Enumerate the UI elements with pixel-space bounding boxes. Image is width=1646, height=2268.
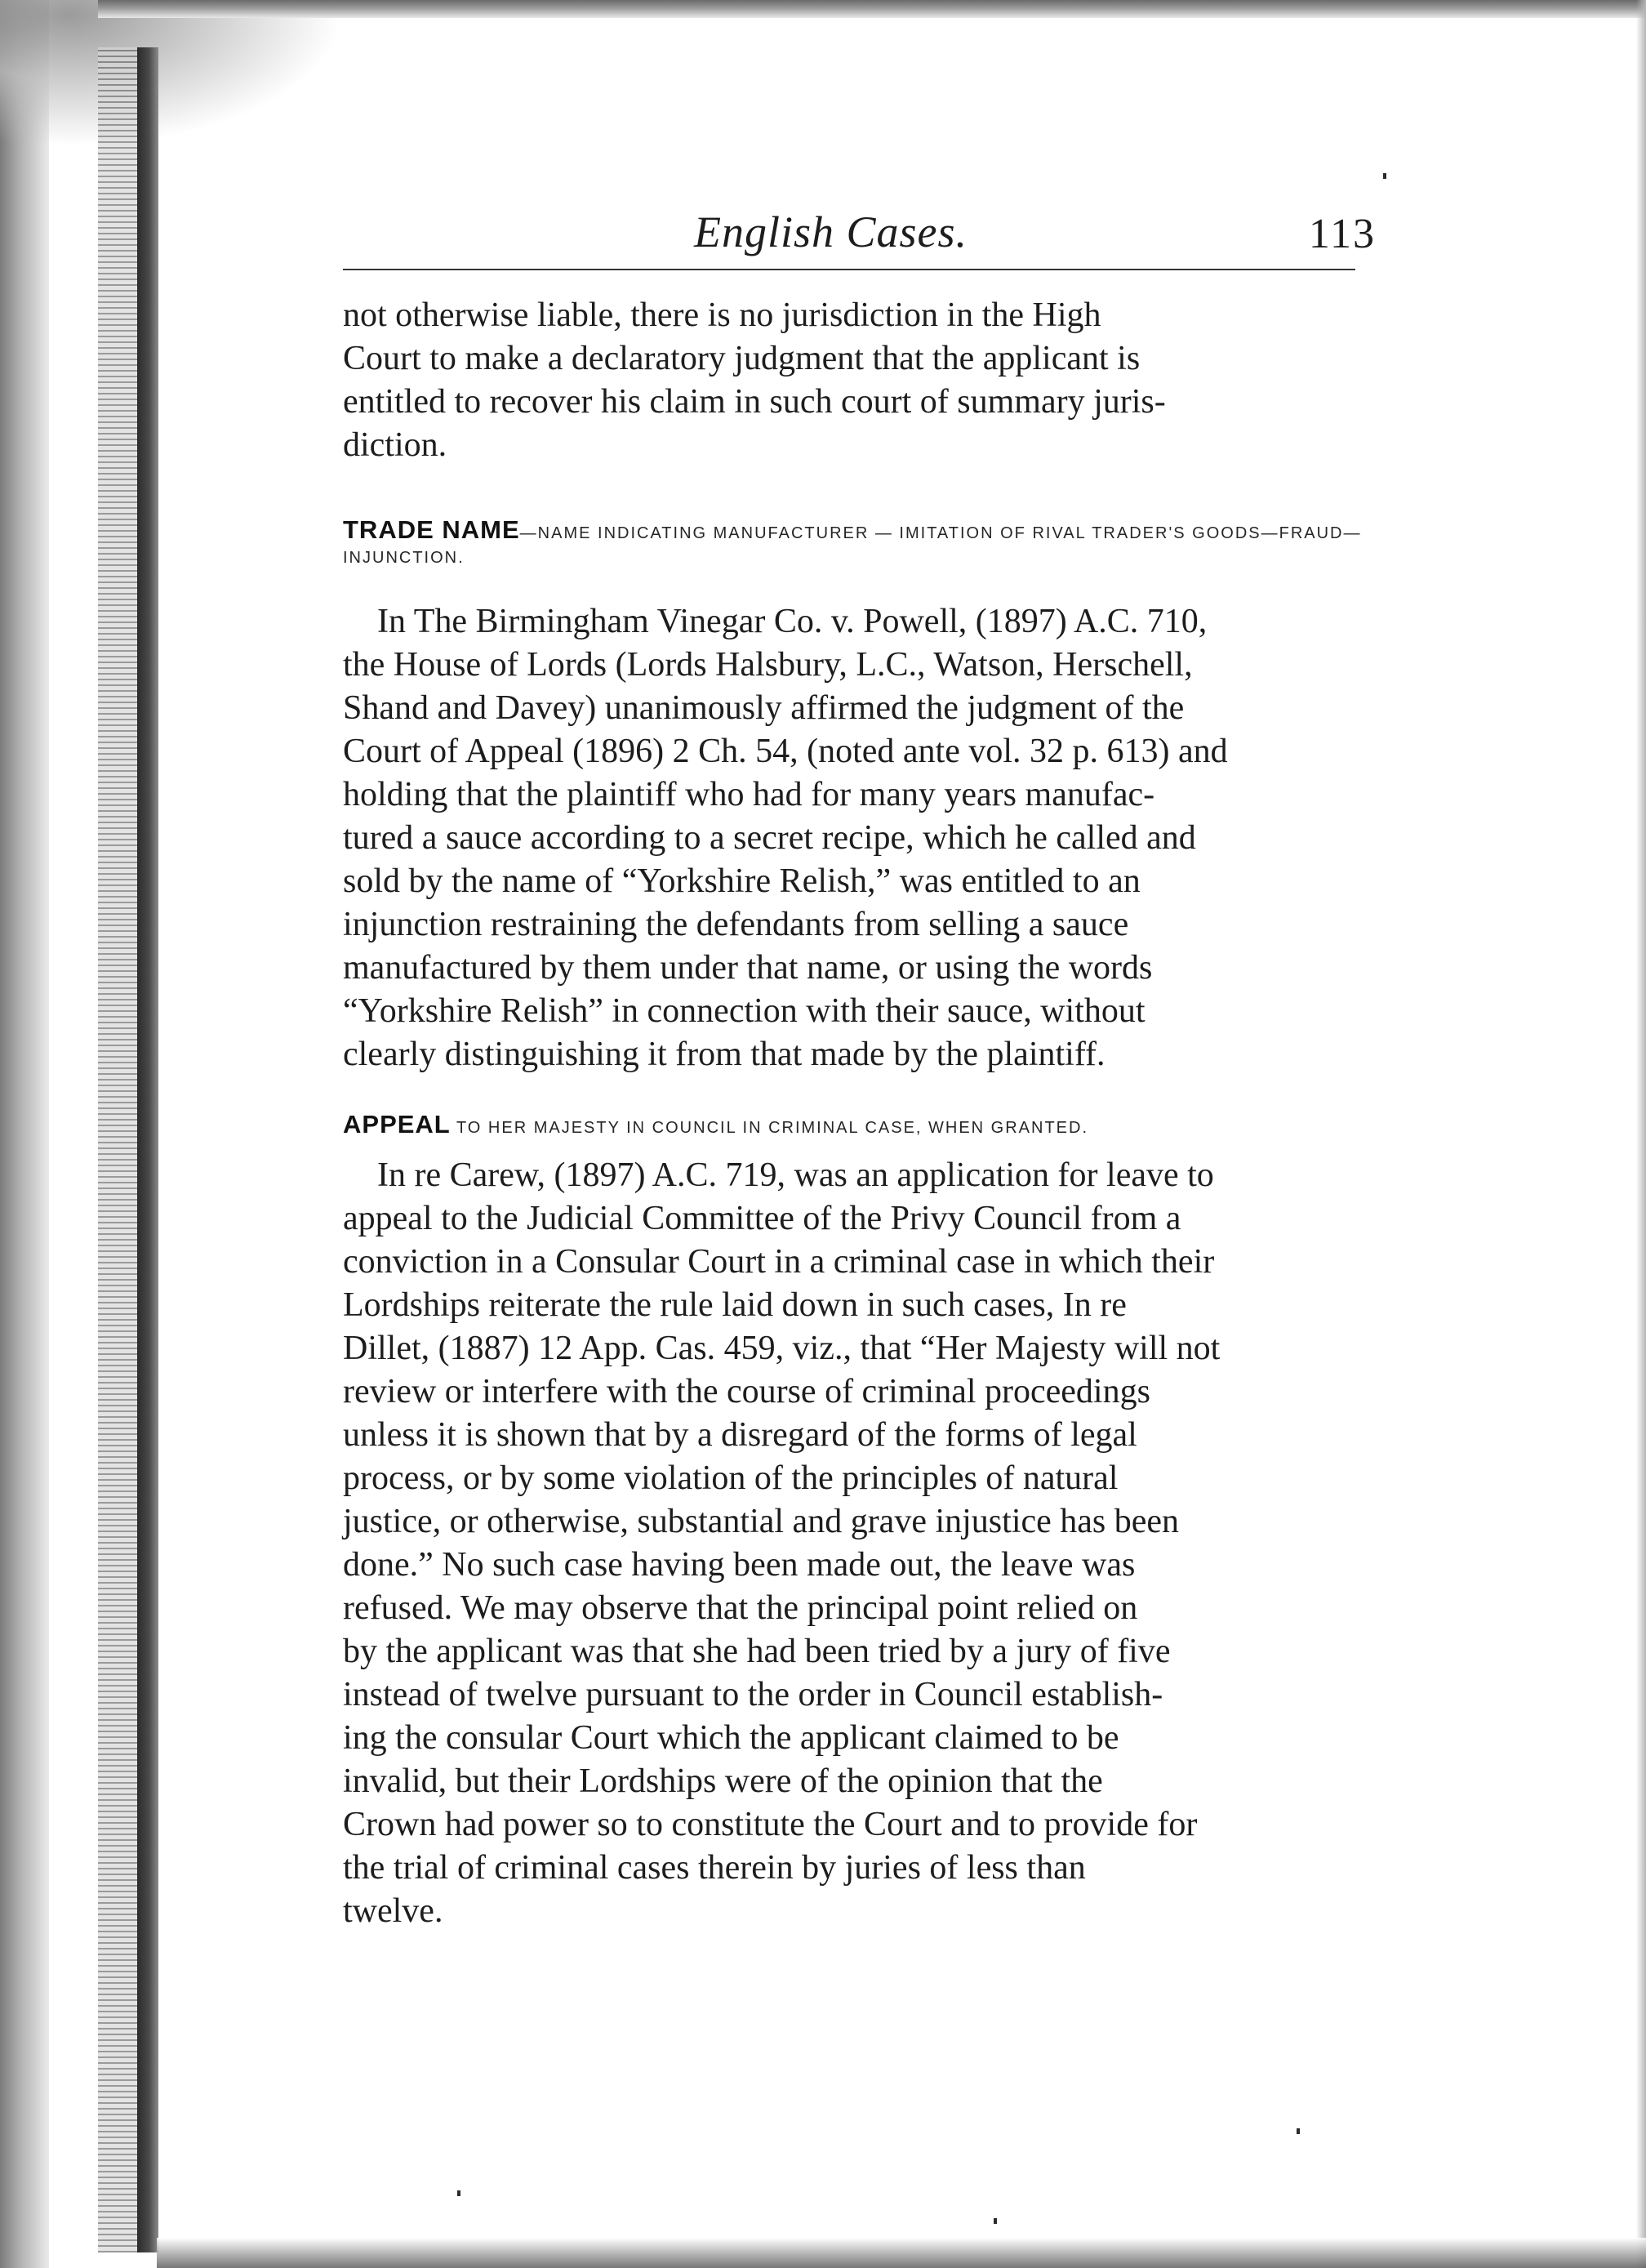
scan-bottom-edge	[157, 2238, 1646, 2268]
page-number: 113	[1308, 211, 1376, 257]
running-title: English Cases.	[694, 207, 968, 256]
section-body-appeal: In re Carew, (1897) A.C. 719, was an application for leave to appeal to the Judicial Committee of the Privy Council from a conviction in a Consular Court in a criminal case in which their Lordships reiterate the rule laid down in such cases, In re Dillet, (1887) 12 App. Cas. 459, viz., that “Her Majesty will not review or interfere with the course of criminal proceedings unless it is shown that by a disregard of the forms of legal process, or by some violation of the principles of natural justice, or otherwise, substantial and grave injustice has been done.” No such case having been made out, the leave was refused. We may observe that the principal point relied on by the applicant was that she had been tried by a jury of five instead of twelve pursuant to the order in Council establish- ing the consular Court which the applicant claimed to be invalid, but their Lordships were of the opinion that the Crown had power so to constitute the Court and to provide for the trial of criminal cases therein by juries of less than twelve.	[343, 1156, 1221, 1930]
scan-right-edge	[1636, 0, 1646, 2268]
scan-corner-shadow	[0, 0, 343, 147]
scan-spine	[137, 47, 158, 2252]
section-heading-appeal	[343, 1112, 1364, 1140]
scan-speck	[457, 2190, 460, 2196]
continued-paragraph: not otherwise liable, there is no jurisdiction in the High Court to make a declaratory judgment that the applicant is entitled to recover his claim in such court of summary juris- diction.	[343, 296, 1166, 464]
running-header	[343, 192, 1376, 265]
section-body-trade-name: In The Birmingham Vinegar Co. v. Powell, (1897) A.C. 710, the House of Lords (Lords Halsbury, L.C., Watson, Herschell, Shand and Davey) unanimously affirmed the judgment of the Court of Appeal (1896) 2 Ch. 54, (noted ante vol. 32 p. 613) and holding that the plaintiff who had for many years manufac- tured a sauce according to a secret recipe, which he called and sold by the name of “Yorkshire Relish,” was entitled to an injunction restraining the defendants from selling a sauce manufactured by them under that name, or using the words “Yorkshire Relish” in connection with their sauce, without clearly distinguishing it from that made by the plaintiff.	[343, 603, 1228, 1073]
scan-top-edge	[98, 0, 1646, 18]
section-heading-title: TRADE NAME	[343, 515, 520, 544]
scan-binding-texture	[98, 47, 139, 2252]
section-heading-trade-name	[343, 515, 1364, 570]
section-heading-title: APPEAL	[343, 1110, 451, 1138]
scan-speck	[1383, 173, 1386, 179]
section-heading-subtitle: —NAME INDICATING MANUFACTURER — IMITATION OF RIVAL TRADER'S GOODS—FRAUD—INJUNCTION.	[343, 524, 1362, 567]
scan-speck	[1297, 2128, 1300, 2134]
header-rule	[343, 269, 1355, 270]
scan-speck	[994, 2218, 997, 2224]
section-heading-subtitle: TO HER MAJESTY IN COUNCIL IN CRIMINAL CASE, WHEN GRANTED.	[450, 1119, 1089, 1137]
scan-left-edge	[0, 0, 49, 2268]
